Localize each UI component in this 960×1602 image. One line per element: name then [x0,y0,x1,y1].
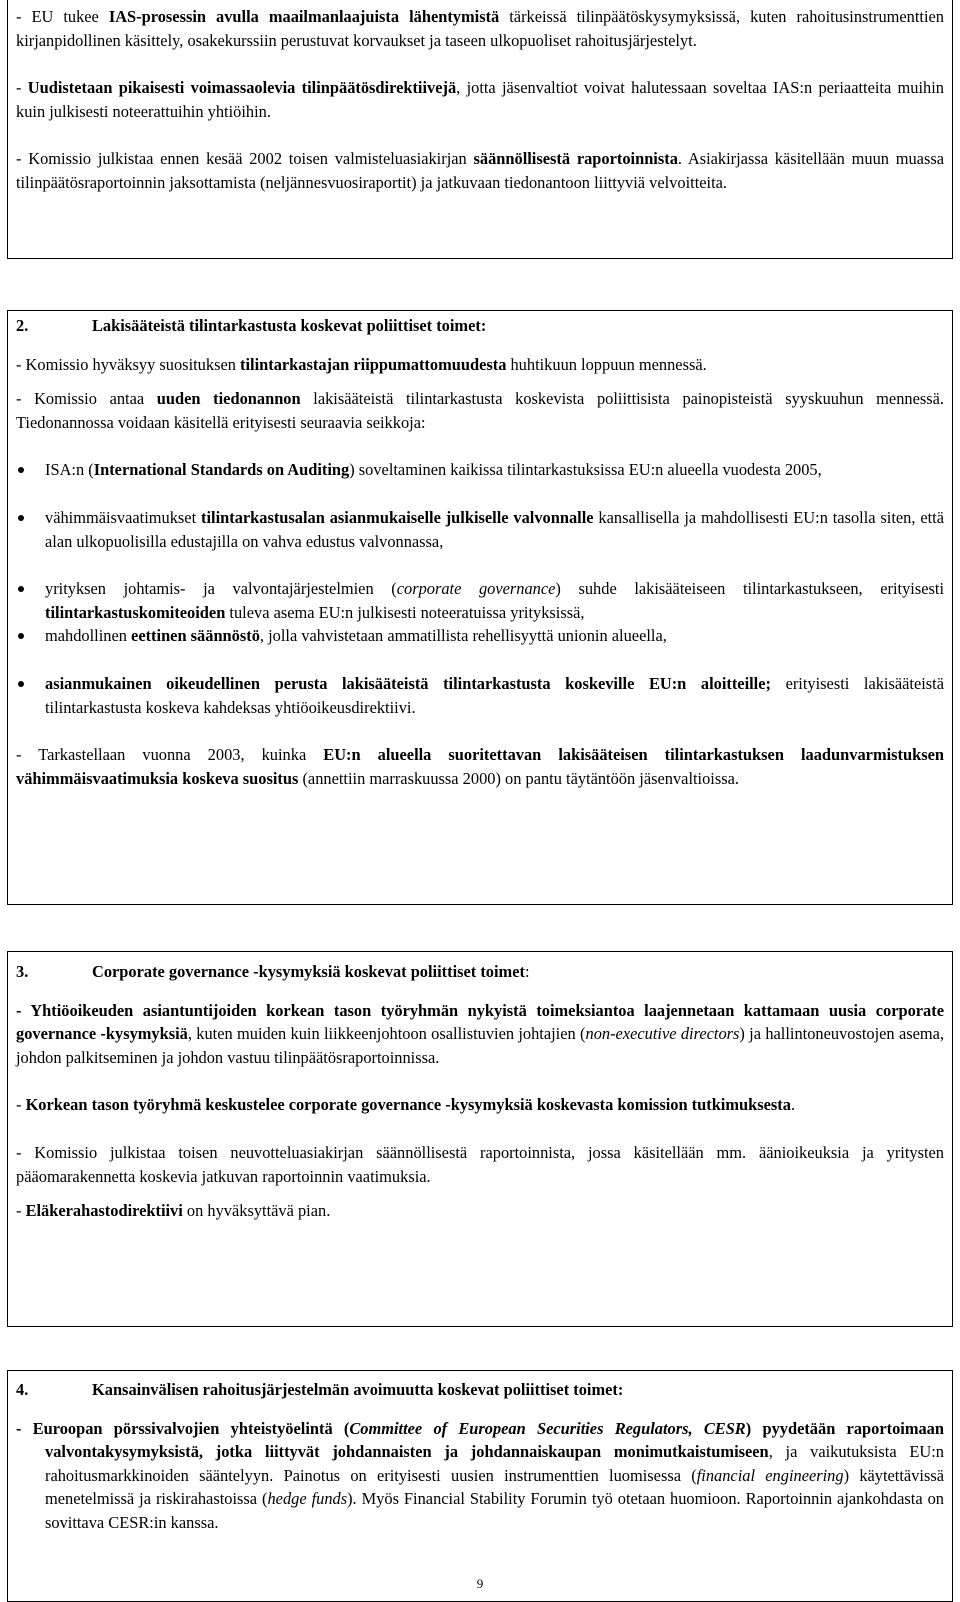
text-run: hedge funds [267,1489,348,1509]
section-3-title: Corporate governance -kysymyksiä koskevat poliittiset toimet [92,962,525,981]
text-run: ) suhde lakisääteiseen tilintarkastukseen, erityisesti [555,579,944,599]
text-run: , jotta jäsenvaltiot voivat halutessaan soveltaa IAS:n periaatteita muihin kuin julkisesti noteerattuihin yhtiöihin. [16,78,944,121]
text-run: tilintarkastusalan asianmukaiselle julkiselle valvonnalle [201,507,594,527]
paragraph-auditor-independence [16,353,944,377]
text-run: (annettiin marraskuussa 2000) on pantu täytäntöön jäsenvaltioissa. [298,768,739,788]
text-run: yrityksen johtamis- ja valvontajärjestelmien ( [45,579,397,599]
section-2-number: 2. [16,316,29,335]
page-number: 9 [476,1576,484,1591]
text-run: mahdollinen [45,626,132,646]
bullet-item-isa [16,458,944,482]
section-1-box [7,0,953,259]
text-run: ). Myös Financial Stability Forumin työ otetaan huomioon. Raportoinnin ajankohdasta on sovittava CESR:in kanssa. [45,1489,944,1532]
text-run: IAS-prosessin avulla maailmanlaajuista lähentymistä [108,7,500,26]
text-run: Committee of European Securities Regulators, CESR [349,1418,746,1438]
text-run: - [16,78,28,98]
text-run: tärkeissä tilinpäätöskysymyksissä, kuten rahoitusinstrumenttien kirjanpidollinen käsittely, osakekurssiin perustuvat korvaukset ja taseen ulkopuoliset rahoitusjärjestelyt. [16,7,944,50]
text-run: eettinen säännöstö [131,626,260,646]
paragraph-cesr [16,1417,944,1535]
text-run: - Komissio julkistaa ennen kesää 2002 toisen valmisteluasiakirjan [16,149,474,169]
text-run: on hyväksyttävä pian. [182,1201,331,1221]
text-run: tuleva asema EU:n julkisesti noteeratuissa yrityksissä, [225,602,585,622]
text-run: ) käytettävissä menetelmissä ja riskirahastoissa ( [45,1465,944,1509]
paragraph-periodic-reporting [16,147,944,194]
text-run: - Euroopan pörssivalvojien yhteistyöelintä ( [16,1418,350,1438]
bullet-item-corporate-governance [16,577,944,624]
text-run: kansallisella ja mahdollisesti EU:n tasolla siten, että alan ulkopuolisilla edustajilla on vahva edustus valvonnassa, [45,507,944,551]
section-3-title-colon: : [524,962,530,981]
text-run: asianmukainen oikeudellinen perusta lakisääteistä tilintarkastusta koskeville EU:n aloitteille; [45,673,771,693]
section-2-title: Lakisääteistä tilintarkastusta koskevat poliittiset toimet: [92,316,487,335]
text-run: uuden tiedonannon [156,389,301,409]
paragraph-commission-study [16,1093,944,1117]
text-run: ) soveltaminen kaikissa tilintarkastuksissa EU:n alueella vuodesta 2005, [349,460,822,480]
section-4-number: 4. [16,1380,29,1399]
text-run: Uudistetaan pikaisesti voimassaolevia tilinpäätösdirektiivejä [27,78,457,98]
paragraph-quality-assurance [16,743,944,790]
text-run: - Tarkastellaan vuonna 2003, kuinka [16,745,324,765]
text-run: huhtikuun loppuun mennessä. [506,354,707,374]
text-run: säännöllisestä raportoinnista [473,149,678,169]
text-run: . Asiakirjassa käsitellään muun muassa tilinpäätösraportoinnin jaksottamista (neljännesvuosiraportit) ja jatkuvaan tiedonantoon liittyviä velvoitteita. [16,149,944,192]
text-run: International Standards on Auditing [93,460,350,480]
text-run: , jolla vahvistetaan ammatillista rehellisyyttä unionin alueella, [259,626,667,646]
section-3-box [7,951,953,1327]
text-run: Eläkerahastodirektiivi [25,1201,183,1221]
bullet-item-legal-basis [16,672,944,719]
paragraph-consultation-document [16,1141,944,1188]
bullet-list [16,458,944,719]
section-2-box [7,310,953,905]
text-run: tilintarkastajan riippumattomuudesta [240,354,507,374]
text-run: ) pyydetään raportoimaan valvontakysymyksistä, jotka liittyvät johdannaisten ja johdannaiskaupan monimutkaistumiseen [45,1418,944,1462]
bullet-item-code-of-ethics [16,624,944,648]
section-4-title: Kansainvälisen rahoitusjärjestelmän avoimuutta koskevat poliittiset toimet: [92,1380,624,1399]
paragraph-high-level-group [16,999,944,1070]
text-run: - [16,1095,26,1115]
section-3-heading [16,960,944,984]
text-run: corporate governance [396,579,556,599]
text-run: . [790,1095,796,1115]
text-run: - Komissio hyväksyy suosituksen [16,354,241,374]
text-run: ISA:n ( [45,460,94,480]
text-run: financial engineering [696,1465,844,1485]
text-run: - Yhtiöoikeuden asiantuntijoiden korkean tason työryhmän nykyistä toimeksiantoa laajennetaan kattamaan uusia corporate governance -kysymyksiä [16,1000,944,1044]
section-3-number: 3. [16,962,29,981]
text-run: ) ja hallintoneuvostojen asema, johdon palkitseminen ja johdon vastuu tilinpäätösraportoinnissa. [16,1024,944,1067]
section-2-heading [16,314,944,338]
text-run: - Komissio julkistaa toisen neuvotteluasiakirjan säännöllisestä raportoinnista, jossa käsitellään mm. äänioikeuksia ja yritysten pääomarakennetta koskevia jatkuvan raportoinnin vaatimuksia. [16,1142,944,1186]
text-run: erityisesti lakisääteistä tilintarkastusta koskeva kahdeksas yhtiöoikeusdirektiivi. [45,673,944,717]
section-4-heading [16,1378,944,1402]
paragraph-new-communication [16,387,944,434]
text-run: - [16,1201,26,1221]
text-run: lakisääteistä tilintarkastusta koskevista poliittisista painopisteistä syyskuuhun mennessä. Tiedonannossa voidaan käsitellä erityisesti seuraavia seikkoja: [16,389,944,432]
bullet-item-public-oversight [16,506,944,553]
section-4-box [7,1370,953,1602]
paragraph-accounting-directives [16,76,944,123]
text-run: vähimmäisvaatimukset [45,507,201,527]
text-run: , ja vaikutuksista EU:n rahoitusmarkkinoiden sääntelyyn. Painotus on erityisesti uusien instrumenttien luomisessa ( [45,1442,944,1485]
text-run: Korkean tason työryhmä keskustelee corporate governance -kysymyksiä koskevasta komission tutkimuksesta [25,1095,791,1115]
text-run: , kuten muiden kuin liikkeenjohtoon osallistuvien johtajien ( [187,1024,586,1044]
text-run: tilintarkastuskomiteoiden [45,602,226,622]
text-run: - EU tukee [16,7,109,26]
paragraph-ias-convergence [16,5,944,52]
paragraph-pension-directive [16,1199,944,1223]
text-run: - Komissio antaa [16,389,157,409]
text-run: EU:n alueella suoritettavan lakisääteisen tilintarkastuksen laadunvarmistuksen vähimmäisvaatimuksia koskeva suositus [16,745,944,788]
text-run: non-executive directors [585,1024,740,1044]
